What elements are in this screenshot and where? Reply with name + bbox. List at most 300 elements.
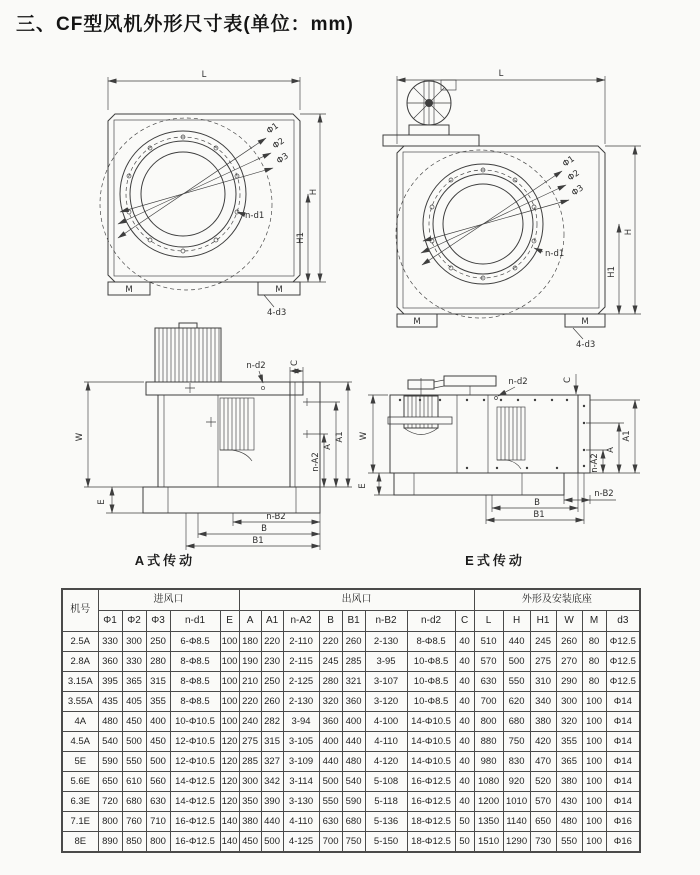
column-header: n-B2 — [365, 611, 407, 632]
cell-value: 440 — [319, 752, 342, 772]
cell-value: 12-Φ10.5 — [170, 732, 220, 752]
cell-machine-model: 7.1E — [62, 812, 98, 832]
cell-value: 450 — [239, 832, 261, 853]
cell-value: 100 — [220, 672, 239, 692]
cell-value: 5-150 — [365, 832, 407, 853]
cell-value: Φ12.5 — [606, 652, 640, 672]
cell-value: 420 — [530, 732, 556, 752]
dim-label-H: H — [309, 188, 319, 196]
cell-value: 40 — [455, 792, 474, 812]
inlet-flange-circles — [100, 118, 272, 290]
dim-label-L: L — [498, 69, 504, 79]
cell-value: 435 — [98, 692, 122, 712]
cell-value: 355 — [556, 732, 582, 752]
cell-value: 327 — [261, 752, 283, 772]
dim-label-E: E — [97, 499, 107, 505]
dim-C — [290, 360, 303, 382]
cell-value: 100 — [582, 732, 606, 752]
table-row — [62, 692, 640, 712]
dim-label-phi2: Φ2 — [565, 168, 582, 184]
cell-value: 750 — [342, 832, 365, 853]
cell-value: 300 — [239, 772, 261, 792]
cell-value: 80 — [582, 632, 606, 652]
table-row — [62, 712, 640, 732]
cell-value: 100 — [220, 712, 239, 732]
table-row — [62, 772, 640, 792]
cell-value: 40 — [455, 732, 474, 752]
cell-value: 2-110 — [283, 632, 319, 652]
cell-value: 50 — [455, 832, 474, 853]
column-header: H1 — [530, 611, 556, 632]
cell-value: 10-Φ8.5 — [407, 692, 455, 712]
cell-machine-model: 3.55A — [62, 692, 98, 712]
dim-label-A: A — [323, 444, 333, 450]
dim-label-phi3: Φ3 — [274, 151, 291, 167]
cell-value: 120 — [220, 772, 239, 792]
cell-machine-model: 6.3E — [62, 792, 98, 812]
cell-value: Φ12.5 — [606, 672, 640, 692]
cell-value: 800 — [146, 832, 170, 853]
cell-value: 350 — [239, 792, 261, 812]
cell-value: 80 — [582, 672, 606, 692]
cell-value: 120 — [220, 792, 239, 812]
cell-value: 40 — [455, 692, 474, 712]
cell-value: 830 — [503, 752, 530, 772]
cell-value: 100 — [582, 772, 606, 792]
column-header: n-d1 — [170, 611, 220, 632]
column-header: d3 — [606, 611, 640, 632]
cell-value: 440 — [503, 632, 530, 652]
dim-H — [605, 146, 641, 314]
cell-value: 275 — [530, 652, 556, 672]
cell-value: 380 — [556, 772, 582, 792]
cell-value: 320 — [556, 712, 582, 732]
dim-label-n-d2: n-d2 — [508, 377, 528, 387]
cell-value: Φ14 — [606, 692, 640, 712]
cell-value: 8-Φ8.5 — [170, 652, 220, 672]
cell-machine-model: 5E — [62, 752, 98, 772]
cell-value: 550 — [319, 792, 342, 812]
dim-H — [300, 114, 326, 282]
cell-value: Φ14 — [606, 712, 640, 732]
cell-value: 680 — [342, 812, 365, 832]
cell-value: 120 — [220, 752, 239, 772]
cell-value: 245 — [530, 632, 556, 652]
cell-value: 480 — [556, 812, 582, 832]
cell-value: Φ14 — [606, 732, 640, 752]
dim-label-n-d2: n-d2 — [246, 361, 266, 371]
cell-machine-model: 2.8A — [62, 652, 98, 672]
cell-value: 290 — [556, 672, 582, 692]
cell-value: 140 — [220, 812, 239, 832]
cell-value: 3-114 — [283, 772, 319, 792]
cell-value: 16-Φ12.5 — [407, 792, 455, 812]
dimensions-table — [61, 588, 641, 853]
cell-value: 540 — [342, 772, 365, 792]
group-header-row — [62, 589, 640, 611]
cell-value: 480 — [342, 752, 365, 772]
cell-value: 4-100 — [365, 712, 407, 732]
dim-label-B1: B1 — [533, 510, 545, 520]
dim-label-B1: B1 — [252, 536, 264, 546]
cell-value: 850 — [122, 832, 146, 853]
dim-B — [492, 473, 578, 512]
centerlines — [84, 100, 318, 312]
dim-label-A: A — [606, 447, 616, 453]
cell-value: 1350 — [474, 812, 503, 832]
cell-value: 590 — [98, 752, 122, 772]
cell-value: 8-Φ8.5 — [407, 632, 455, 652]
cell-value: 275 — [239, 732, 261, 752]
column-header: Φ1 — [98, 611, 122, 632]
cell-value: 8-Φ8.5 — [170, 672, 220, 692]
cell-value: 40 — [455, 672, 474, 692]
cell-value: 16-Φ12.5 — [170, 812, 220, 832]
dim-label-phi3: Φ3 — [569, 183, 586, 199]
cell-value: 210 — [239, 672, 261, 692]
dim-label-phi1: Φ1 — [264, 121, 281, 137]
table-row — [62, 792, 640, 812]
dim-B1 — [186, 513, 320, 550]
cell-value: 220 — [319, 632, 342, 652]
cell-value: 3-120 — [365, 692, 407, 712]
front-view-e-drawing — [375, 56, 675, 350]
cell-value: 100 — [220, 692, 239, 712]
cell-value: 3-109 — [283, 752, 319, 772]
cell-value: 40 — [455, 772, 474, 792]
cell-machine-model: 5.6E — [62, 772, 98, 792]
column-header: H — [503, 611, 530, 632]
cell-value: 380 — [239, 812, 261, 832]
side-view-e-drawing — [352, 338, 667, 538]
cell-value: 5-108 — [365, 772, 407, 792]
motor-icon — [388, 376, 496, 435]
cell-value: 280 — [146, 652, 170, 672]
dim-label-M-left: M — [413, 317, 421, 327]
page-title: 三、CF型风机外形尺寸表(单位：mm) — [16, 14, 354, 35]
callout-n-d2 — [495, 377, 528, 400]
column-header: C — [455, 611, 474, 632]
cell-value: 342 — [261, 772, 283, 792]
group-header-outlet: 出风口 — [239, 589, 474, 611]
dim-A — [311, 402, 340, 487]
cell-value: 390 — [261, 792, 283, 812]
cell-value: 245 — [319, 652, 342, 672]
inlet-flange-circles — [396, 150, 564, 318]
column-header: A — [239, 611, 261, 632]
cell-value: 5-118 — [365, 792, 407, 812]
cell-value: 1080 — [474, 772, 503, 792]
cell-value: 100 — [582, 752, 606, 772]
dim-label-phi2: Φ2 — [270, 136, 287, 152]
cell-value: 355 — [146, 692, 170, 712]
caption-a-drive: A式传动 — [134, 553, 196, 568]
cell-machine-model: 4.5A — [62, 732, 98, 752]
cell-value: 315 — [146, 672, 170, 692]
cell-value: 260 — [556, 632, 582, 652]
cell-value: 760 — [122, 812, 146, 832]
table-row — [62, 832, 640, 853]
cell-value: 40 — [455, 752, 474, 772]
cell-value: 2-125 — [283, 672, 319, 692]
dim-label-H1: H1 — [296, 232, 306, 244]
dim-label-H: H — [624, 228, 634, 236]
cell-value: 10-Φ10.5 — [170, 712, 220, 732]
cell-value: 500 — [503, 652, 530, 672]
cell-value: 5-136 — [365, 812, 407, 832]
cell-value: 680 — [503, 712, 530, 732]
cell-value: 570 — [530, 792, 556, 812]
cell-value: 400 — [342, 712, 365, 732]
cell-value: 2-130 — [365, 632, 407, 652]
cell-value: 330 — [122, 652, 146, 672]
cell-value: 250 — [146, 632, 170, 652]
cell-value: 500 — [261, 832, 283, 853]
dim-H1 — [607, 224, 619, 314]
table-row — [62, 752, 640, 772]
cell-value: 3-130 — [283, 792, 319, 812]
cell-value: 3-94 — [283, 712, 319, 732]
cell-value: 630 — [146, 792, 170, 812]
cell-value: 450 — [122, 712, 146, 732]
column-header: B — [319, 611, 342, 632]
dim-label-M-right: M — [275, 285, 283, 295]
cell-value: 10-Φ8.5 — [407, 652, 455, 672]
caption-e-drive: E式传动 — [465, 553, 525, 568]
fan-housing — [143, 382, 320, 513]
cell-value: 80 — [582, 652, 606, 672]
dim-label-B: B — [261, 524, 267, 534]
cell-value: 1510 — [474, 832, 503, 853]
dim-B — [198, 513, 320, 538]
cell-value: 220 — [261, 632, 283, 652]
cell-value: 405 — [122, 692, 146, 712]
cell-value: 2-115 — [283, 652, 319, 672]
table-row — [62, 812, 640, 832]
cell-value: Φ14 — [606, 792, 640, 812]
cell-value: 570 — [474, 652, 503, 672]
cell-value: 540 — [98, 732, 122, 752]
cell-value: 610 — [122, 772, 146, 792]
cell-value: 18-Φ12.5 — [407, 832, 455, 853]
cell-value: 330 — [98, 632, 122, 652]
cell-value: 380 — [530, 712, 556, 732]
cell-value: 620 — [503, 692, 530, 712]
cell-value: 16-Φ12.5 — [407, 772, 455, 792]
cell-value: 550 — [503, 672, 530, 692]
cell-value: 300 — [556, 692, 582, 712]
cell-value: 880 — [474, 732, 503, 752]
cell-value: 100 — [582, 832, 606, 853]
cell-value: 590 — [342, 792, 365, 812]
cell-value: 240 — [239, 712, 261, 732]
column-header: B1 — [342, 611, 365, 632]
motor-icon — [155, 323, 221, 382]
cell-value: 550 — [556, 832, 582, 853]
cell-value: 14-Φ12.5 — [170, 792, 220, 812]
table-row — [62, 652, 640, 672]
cell-value: Φ16 — [606, 832, 640, 853]
dim-label-4-d3: 4-d3 — [576, 340, 596, 350]
cell-value: 180 — [239, 632, 261, 652]
cell-value: 8-Φ8.5 — [170, 692, 220, 712]
column-header: W — [556, 611, 582, 632]
cell-value: 500 — [122, 732, 146, 752]
cell-value: 100 — [582, 712, 606, 732]
cell-value: 650 — [530, 812, 556, 832]
dim-label-M-right: M — [581, 317, 589, 327]
cell-value: 285 — [342, 652, 365, 672]
sub-header-row — [62, 611, 640, 632]
dim-label-A1: A1 — [335, 431, 345, 443]
dim-E — [358, 473, 394, 495]
cell-value: 4-125 — [283, 832, 319, 853]
cell-value: 40 — [455, 712, 474, 732]
cell-value: 270 — [556, 652, 582, 672]
front-view-a-drawing — [68, 62, 358, 318]
cell-value: 430 — [556, 792, 582, 812]
cell-value: 14-Φ12.5 — [170, 772, 220, 792]
cell-value: Φ14 — [606, 752, 640, 772]
dim-label-M-left: M — [125, 285, 133, 295]
cell-value: 282 — [261, 712, 283, 732]
cell-value: 220 — [239, 692, 261, 712]
cell-value: 230 — [261, 652, 283, 672]
cell-value: Φ14 — [606, 772, 640, 792]
cell-value: 100 — [582, 792, 606, 812]
cell-value: 50 — [455, 812, 474, 832]
cell-value: 120 — [220, 732, 239, 752]
cell-value: 395 — [98, 672, 122, 692]
cell-value: 100 — [220, 632, 239, 652]
cell-value: 260 — [261, 692, 283, 712]
cell-value: 750 — [503, 732, 530, 752]
cell-value: 3-105 — [283, 732, 319, 752]
cell-value: 480 — [98, 712, 122, 732]
cell-value: 2-130 — [283, 692, 319, 712]
dim-label-H1: H1 — [607, 266, 617, 278]
dim-C — [563, 374, 576, 394]
cell-value: 500 — [146, 752, 170, 772]
cell-value: 300 — [122, 632, 146, 652]
cell-value: 800 — [98, 812, 122, 832]
column-header: L — [474, 611, 503, 632]
cell-value: 285 — [239, 752, 261, 772]
dim-E — [97, 487, 143, 513]
table-row — [62, 672, 640, 692]
cell-value: 4-120 — [365, 752, 407, 772]
cell-value: 550 — [122, 752, 146, 772]
dim-label-n-d1: n-d1 — [545, 249, 565, 259]
cell-value: 1200 — [474, 792, 503, 812]
cell-value: Φ12.5 — [606, 632, 640, 652]
cell-value: 320 — [319, 692, 342, 712]
cell-value: 1290 — [503, 832, 530, 853]
cell-value: 250 — [261, 672, 283, 692]
cell-value: 1010 — [503, 792, 530, 812]
column-header: Φ3 — [146, 611, 170, 632]
callout-n-d2 — [246, 361, 265, 383]
cell-machine-model: 4A — [62, 712, 98, 732]
cell-value: 40 — [455, 632, 474, 652]
dim-label-A1: A1 — [622, 430, 632, 442]
cell-value: 260 — [342, 632, 365, 652]
cell-value: 18-Φ12.5 — [407, 812, 455, 832]
dim-label-B: B — [534, 498, 540, 508]
dim-label-W: W — [75, 432, 85, 442]
cell-machine-model: 2.5A — [62, 632, 98, 652]
cell-value: 400 — [146, 712, 170, 732]
cell-value: 310 — [530, 672, 556, 692]
dim-label-phi1: Φ1 — [560, 154, 577, 170]
cell-machine-model: 3.15A — [62, 672, 98, 692]
dim-label-C: C — [290, 360, 300, 366]
cell-value: 400 — [319, 732, 342, 752]
dim-label-E: E — [358, 483, 368, 489]
cell-value: 100 — [582, 692, 606, 712]
cell-value: 520 — [530, 772, 556, 792]
dim-label-n-d1: n-d1 — [245, 211, 265, 221]
table-row — [62, 732, 640, 752]
cell-value: 650 — [98, 772, 122, 792]
cell-value: 100 — [582, 812, 606, 832]
cell-value: 365 — [122, 672, 146, 692]
callout-4-d3 — [264, 295, 286, 318]
cell-value: 40 — [455, 652, 474, 672]
column-header: A1 — [261, 611, 283, 632]
cell-value: 14-Φ10.5 — [407, 752, 455, 772]
cell-value: 730 — [530, 832, 556, 853]
cell-value: 510 — [474, 632, 503, 652]
cell-value: 630 — [474, 672, 503, 692]
table-row — [62, 632, 640, 652]
cell-value: 700 — [319, 832, 342, 853]
dim-W — [75, 382, 144, 487]
cell-value: 315 — [261, 732, 283, 752]
dim-label-4-d3: 4-d3 — [267, 308, 287, 318]
cell-value: 1140 — [503, 812, 530, 832]
cell-value: 10-Φ8.5 — [407, 672, 455, 692]
cell-value: 140 — [220, 832, 239, 853]
cell-value: 190 — [239, 652, 261, 672]
dim-label-n-A2: n-A2 — [590, 453, 600, 473]
cell-value: 365 — [556, 752, 582, 772]
dim-label-W: W — [359, 431, 369, 441]
cell-value: 720 — [98, 792, 122, 812]
dim-label-L: L — [201, 70, 207, 80]
side-view-a-drawing — [68, 322, 356, 558]
dim-W — [359, 395, 392, 473]
cell-value: 3-95 — [365, 652, 407, 672]
cell-value: 560 — [146, 772, 170, 792]
cell-machine-model: 8E — [62, 832, 98, 853]
dim-label-n-B2: n-B2 — [266, 512, 286, 522]
column-header: Φ2 — [122, 611, 146, 632]
cell-value: 440 — [261, 812, 283, 832]
cell-value: 440 — [342, 732, 365, 752]
cell-value: 980 — [474, 752, 503, 772]
dim-n-A2 — [586, 450, 608, 473]
dim-label-n-A2: n-A2 — [311, 452, 321, 472]
callout-n-d1 — [534, 248, 564, 259]
cell-value: 16-Φ12.5 — [170, 832, 220, 853]
cell-value: 4-110 — [365, 732, 407, 752]
cell-value: 6-Φ8.5 — [170, 632, 220, 652]
cell-value: 100 — [220, 652, 239, 672]
column-header: M — [582, 611, 606, 632]
dim-L — [108, 70, 300, 110]
cell-value: 630 — [319, 812, 342, 832]
